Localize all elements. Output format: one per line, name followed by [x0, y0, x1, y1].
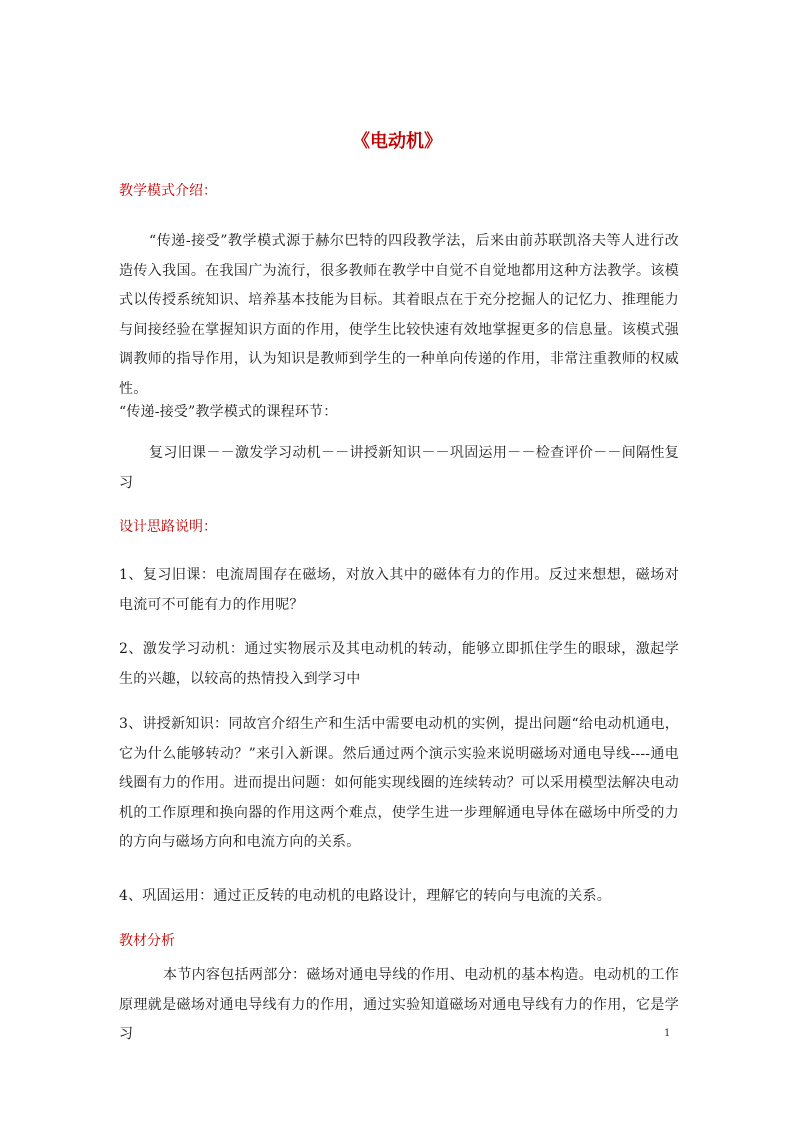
section-heading-teaching-mode: 教学模式介绍：	[119, 183, 217, 199]
paragraph-course-steps: 复习旧课－－激发学习动机－－讲授新知识－－巩固运用－－检查评价－－间隔性复习	[119, 445, 679, 491]
page-number: 1	[664, 1028, 671, 1039]
paragraph-material-analysis: 本节内容包括两部分：磁场对通电导线的作用、电动机的基本构造。电动机的工作原理就是磁场对通电导线有力的作用，通过实验知道磁场对通电导线有力的作用，它是学习	[119, 967, 679, 1043]
document-title: 《电动机》	[352, 131, 442, 152]
paragraph-mode-description: “传递-接受”教学模式源于赫尔巴特的四段教学法，后来由前苏联凯洛夫等人进行改造传入我国。在我国广为流行，很多教师在教学中自觉不自觉地都用这种方法教学。该模式以传授系统知识、培养基本技能为目标。其着眼点在于充分挖掘人的记忆力、推理能力与间接经验在掌握知识方面的作用，使学生比较快速有效地掌握更多的信息量。该模式强调教师的指导作用，认为知识是教师到学生的一种单向传递的作用，非常注重教师的权威性。	[119, 233, 679, 397]
list-item-consolidation: 4、巩固运用：通过正反转的电动机的电路设计，理解它的转向与电流的关系。	[119, 888, 611, 904]
list-item-motivation: 2、激发学习动机：通过实物展示及其电动机的转动，能够立即抓住学生的眼球，激起学生的兴趣，以较高的热情投入到学习中	[119, 641, 679, 687]
list-item-review: 1、复习旧课：电流周围存在磁场，对放入其中的磁体有力的作用。反过来想想，磁场对电流可不可能有力的作用呢？	[119, 567, 679, 613]
paragraph-course-steps-label: “传递-接受”教学模式的课程环节：	[119, 404, 338, 420]
list-item-new-knowledge: 3、讲授新知识：同故宫介绍生产和生活中需要电动机的实例，提出问题“给电动机通电，它为什么能够转动？”来引入新课。然后通过两个演示实验来说明磁场对通电导线----通电线圈有力的作用。进而提出问题：如何能实现线圈的连续转动？可以采用模型法解决电动机的工作原理和换向器的作用这两个难点，使学生进一步理解通电导体在磁场中所受的力的方向与磁场方向和电流方向的关系。	[119, 716, 679, 851]
section-heading-design-ideas: 设计思路说明：	[119, 519, 217, 535]
section-heading-material-analysis: 教材分析	[119, 933, 175, 949]
